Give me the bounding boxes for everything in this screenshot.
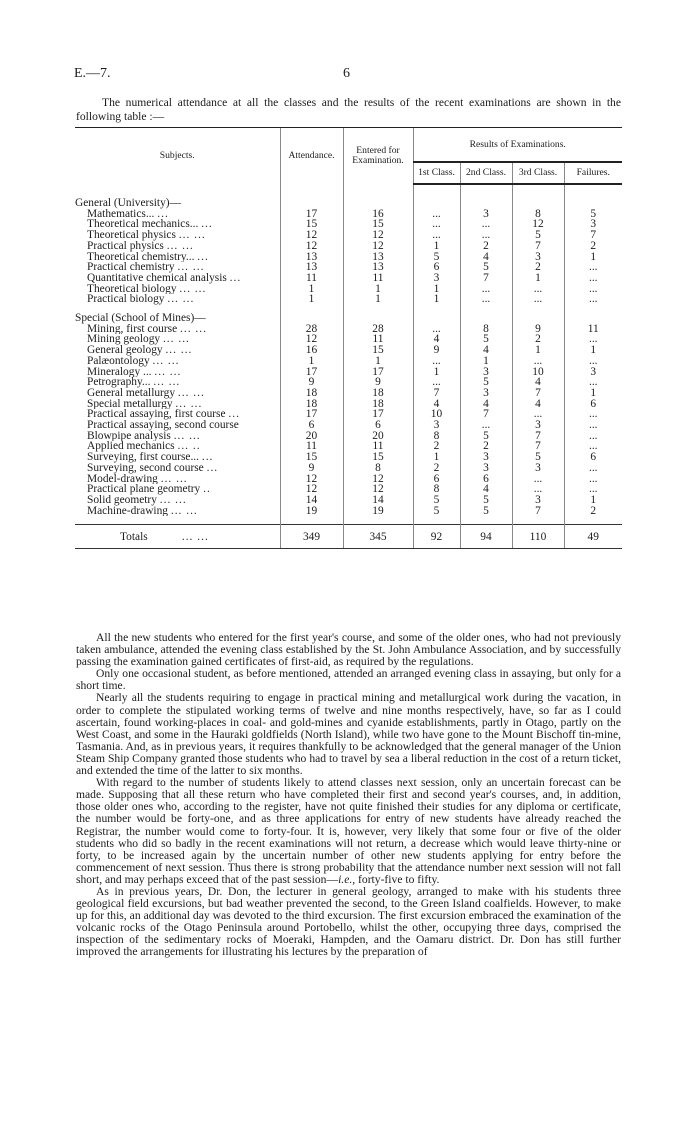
cell-first-class: 1 [413,367,460,378]
header-second-class: 2nd Class. [460,162,512,184]
cell-attendance: 17 [280,367,343,378]
cell-second-class: 5 [460,377,512,388]
cell-third-class: 7 [512,431,564,442]
leader-dots: ... ... [166,240,194,252]
cell-failures: 1 [564,345,622,356]
leader-dots: ... ... [177,387,205,399]
cell-third-class: 3 [512,495,564,506]
cell-failures: ... [564,474,622,485]
cell-first-class: 6 [413,262,460,273]
cell-second-class: 5 [460,431,512,442]
cell-entered: 19 [343,506,413,517]
leader-dots: ... ... [181,530,209,543]
cell-failures: ... [564,334,622,345]
table-row [75,241,622,252]
cell-first-class: ... [413,324,460,335]
cell-first-class: 1 [413,284,460,295]
leader-dots: ... [229,272,242,284]
cell-first-class: 1 [413,241,460,252]
leader-dots: ... [157,208,169,220]
totals-label: Totals [120,530,148,543]
cell-first-class: ... [413,209,460,220]
cell-attendance: 15 [280,219,343,230]
results-table [75,127,622,549]
cell-second-class: 7 [460,273,512,284]
totals-row [75,525,622,549]
cell-failures: 6 [564,452,622,463]
cell-entered: 15 [343,452,413,463]
cell-second-class: 5 [460,262,512,273]
cell-second-class: 3 [460,463,512,474]
cell-first-class: 3 [413,420,460,431]
leader-dots: ... ... [167,294,195,306]
leader-dots: ... ... [153,377,181,388]
cell-second-class: 5 [460,506,512,517]
row-subject: Practical plane geometry [87,484,201,495]
row-subject: General geology [87,345,163,356]
paragraph-vacation-work: Nearly all the students requiring to engage in practical mining and metallurgical work during the vacation, in order to complete the stipulated working terms of twelve and nine months respectively, have, so far as I could ascertain, found working-places in coal- and gold-mines and cyanide establishments, partly in Otago, partly on the West Coast, and some in the Hauraki goldfields (North Island), while two have gone to the Mount Bischoff tin-mine, Tasmania. And, as in previous years, it requires thankfully to be acknowledged that the general manager of the Union Steam Ship Company granted those students who had to travel by sea a liberal reduction in the cost of a return ticket, and extended the time of the latter to six months. [76,691,621,778]
cell-entered: 12 [343,484,413,495]
cell-second-class: 2 [460,241,512,252]
leader-dots: ... ... [177,262,205,273]
cell-third-class: 9 [512,324,564,335]
leader-dots: ... ... [152,355,180,367]
cell-third-class: 3 [512,463,564,474]
row-subject: Special metallurgy [87,398,173,410]
cell-first-class: 5 [413,506,460,517]
page-header [74,66,634,82]
total-first-class: 92 [413,525,460,549]
cell-attendance: 1 [280,284,343,295]
cell-entered: 11 [343,273,413,284]
page-number: 6 [343,66,350,81]
row-subject: Model-drawing [87,473,158,485]
total-failures: 49 [564,525,622,549]
row-subject: Mathematics... [87,208,155,220]
cell-entered: 13 [343,252,413,263]
cell-third-class: ... [512,284,564,295]
cell-attendance: 12 [280,241,343,252]
row-subject: Theoretical mechanics... [87,219,199,231]
row-subject: Theoretical chemistry... [87,251,195,263]
cell-third-class: 3 [512,420,564,431]
table-row [75,294,622,305]
cell-second-class: 3 [460,367,512,378]
cell-first-class: ... [413,230,460,241]
cell-third-class: ... [512,409,564,420]
leader-dots: ... [197,251,209,263]
cell-third-class: 4 [512,377,564,388]
total-second-class: 94 [460,525,512,549]
cell-failures: ... [564,273,622,284]
cell-first-class: 1 [413,294,460,305]
cell-third-class: 8 [512,209,564,220]
cell-attendance: 18 [280,399,343,410]
cell-third-class: 4 [512,399,564,410]
cell-attendance: 1 [280,294,343,305]
header-failures: Failures. [564,162,622,184]
cell-first-class: 1 [413,452,460,463]
cell-first-class: 2 [413,441,460,452]
row-subject: Palæontology [87,355,150,367]
cell-failures: ... [564,463,622,474]
cell-attendance: 16 [280,345,343,356]
cell-failures: ... [564,294,622,305]
cell-failures: 6 [564,399,622,410]
cell-third-class: 7 [512,388,564,399]
cell-entered: 17 [343,409,413,420]
intro-paragraph: The numerical attendance at all the classes and the results of the recent examinations are shown in the following table :— [76,96,621,123]
cell-second-class: 6 [460,474,512,485]
row-subject: Mineralogy ... [87,366,152,378]
cell-first-class: 7 [413,388,460,399]
cell-attendance: 1 [280,356,343,367]
table-row [75,356,622,367]
group-heading-special: Special (School of Mines)— [75,313,206,324]
header-entered: Entered for Examination. [343,128,413,184]
cell-failures: 1 [564,495,622,506]
row-subject: Practical physics [87,240,164,252]
cell-first-class: 8 [413,431,460,442]
paragraph-occasional-student: Only one occasional student, as before mentioned, attended an arranged evening class in assaying, but only for a short time. [76,667,621,693]
total-third-class: 110 [512,525,564,549]
cell-third-class: 2 [512,334,564,345]
table-row [75,463,622,474]
cell-failures: ... [564,441,622,452]
cell-failures: ... [564,356,622,367]
leader-dots: ... [206,462,219,474]
cell-first-class: ... [413,219,460,230]
row-subject: Blowpipe analysis [87,430,171,442]
leader-dots: ... [228,409,240,421]
table-row [75,506,622,517]
cell-attendance: 28 [280,324,343,335]
cell-first-class: ... [413,356,460,367]
leader-dots: ... ... [173,430,201,442]
cell-attendance: 11 [280,273,343,284]
cell-first-class: 4 [413,399,460,410]
cell-entered: 12 [343,230,413,241]
cell-second-class: 3 [460,388,512,399]
leader-dots: ... ... [165,345,193,356]
leader-dots: ... [201,452,214,463]
cell-failures: ... [564,409,622,420]
table-body [75,184,622,525]
row-subject: Theoretical biology [87,283,177,295]
cell-attendance: 12 [280,230,343,241]
cell-attendance: 9 [280,377,343,388]
cell-second-class: 4 [460,399,512,410]
cell-entered: 12 [343,241,413,252]
cell-third-class: 7 [512,506,564,517]
cell-failures: ... [564,284,622,295]
paragraph-ambulance: All the new students who entered for the first year's course, and some of the older ones, who had not previously taken ambulance, attended the evening class established by the St. John Ambulance Association, and by successfully passing the examination gained certificates of first-aid, as required by the regulations. [76,631,621,669]
row-subject: Practical assaying, first course [87,409,226,421]
cell-entered: 11 [343,334,413,345]
document-reference: E.—7. [74,66,111,81]
cell-attendance: 11 [280,441,343,452]
row-subject: Practical assaying, second course [87,420,239,431]
cell-entered: 11 [343,441,413,452]
cell-failures: 3 [564,219,622,230]
cell-failures: 7 [564,230,622,241]
cell-second-class: 4 [460,345,512,356]
cell-second-class: 4 [460,252,512,263]
cell-entered: 15 [343,345,413,356]
header-subjects: Subjects. [159,150,195,161]
cell-failures: ... [564,262,622,273]
cell-first-class: 2 [413,463,460,474]
cell-second-class: 3 [460,209,512,220]
cell-second-class: ... [460,284,512,295]
cell-entered: 28 [343,324,413,335]
paragraph-next-session [76,777,621,886]
cell-entered: 18 [343,388,413,399]
total-entered: 345 [343,525,413,549]
cell-attendance: 17 [280,209,343,220]
cell-first-class: 5 [413,495,460,506]
row-subject: Surveying, second course [87,462,204,474]
cell-third-class: 12 [512,219,564,230]
cell-attendance: 18 [280,388,343,399]
cell-entered: 13 [343,262,413,273]
cell-entered: 6 [343,420,413,431]
group-heading-general: General (University)— [75,198,181,209]
row-subject: Mining, first course [87,323,178,335]
body-text [76,632,621,959]
cell-third-class: 5 [512,230,564,241]
cell-entered: 16 [343,209,413,220]
cell-third-class: 3 [512,252,564,263]
row-subject: Solid geometry [87,494,157,506]
cell-second-class: 3 [460,452,512,463]
leader-dots: ... ... [160,473,188,485]
cell-second-class: 4 [460,484,512,495]
cell-second-class: 5 [460,334,512,345]
cell-failures: 1 [564,388,622,399]
cell-first-class: 8 [413,484,460,495]
cell-failures: ... [564,484,622,495]
cell-third-class: ... [512,484,564,495]
cell-second-class: 1 [460,356,512,367]
cell-attendance: 13 [280,252,343,263]
cell-second-class: 7 [460,409,512,420]
leader-dots: ... ... [154,366,182,378]
cell-second-class: ... [460,420,512,431]
cell-third-class: 7 [512,241,564,252]
cell-second-class: ... [460,219,512,230]
cell-second-class: 2 [460,441,512,452]
cell-third-class: ... [512,356,564,367]
paragraph-next-session-text: With regard to the number of students likely to attend classes next session, only an uncertain forecast can be made. Supposing that all these return who have completed their first and second year's courses, and, in addition, those older ones who, according to the register, have not quite finished their studies for any diploma or certificate, the number would be forty-one, and as three applications for entry of new students have already reached the Registrar, the number would come to forty-four. It is, however, very likely that some four or five of the older students who did so badly in the recent examinations will not return, a decrease which would leave thirty-nine or forty, to be increased again by the uncertain number of other new students applying for entry before the commencement of next session. Thus there is strong probability that the attendance number next session will not fall short, and may perhaps exceed that of the past session— [76,776,621,886]
cell-second-class: 8 [460,324,512,335]
cell-first-class: 4 [413,334,460,345]
header-third-class: 3rd Class. [512,162,564,184]
cell-entered: 1 [343,284,413,295]
ie-abbreviation: i.e., [338,872,356,886]
cell-attendance: 9 [280,463,343,474]
cell-attendance: 12 [280,484,343,495]
cell-failures: 11 [564,324,622,335]
cell-failures: ... [564,420,622,431]
cell-second-class: ... [460,294,512,305]
cell-failures: 2 [564,506,622,517]
row-subject: Surveying, first course... [87,452,199,463]
cell-attendance: 19 [280,506,343,517]
cell-third-class: 5 [512,452,564,463]
cell-third-class: ... [512,474,564,485]
leader-dots: .. [203,484,211,495]
leader-dots: ... ... [178,230,206,241]
cell-entered: 1 [343,356,413,367]
cell-failures: ... [564,377,622,388]
cell-attendance: 12 [280,474,343,485]
cell-failures: 5 [564,209,622,220]
cell-attendance: 13 [280,262,343,273]
cell-entered: 12 [343,474,413,485]
cell-third-class: 7 [512,441,564,452]
row-subject: Machine-drawing [87,505,168,517]
leader-dots: ... ... [175,398,203,410]
row-subject: Petrography... [87,377,151,388]
cell-first-class: 5 [413,252,460,263]
cell-entered: 1 [343,294,413,305]
row-subject: Mining geology [87,334,161,346]
leader-dots: ... ... [162,334,190,346]
row-subject: Practical biology [87,294,165,306]
cell-attendance: 14 [280,495,343,506]
cell-third-class: 10 [512,367,564,378]
cell-first-class: 9 [413,345,460,356]
paragraph-field-excursions: As in previous years, Dr. Don, the lecturer in general geology, arranged to make with his students three geological field excursions, but bad weather prevented the second, to the Green Island coalfields. However, to make up for this, an additional day was devoted to the third excursion. The first excursion embraced the examination of the volcanic rocks of the Otago Peninsula around Portobello, whilst the other, occupying three days, comprised the inspection of the sedimentary rocks of Moeraki, Hampden, and the Oamaru district. Dr. Don has still further improved the arrangements for illustrating his lectures by the preparation of [76,884,621,959]
cell-second-class: 5 [460,495,512,506]
cell-attendance: 15 [280,452,343,463]
cell-entered: 18 [343,399,413,410]
total-attendance: 349 [280,525,343,549]
cell-third-class: 2 [512,262,564,273]
leader-dots: ... ... [180,323,207,335]
cell-entered: 17 [343,367,413,378]
leader-dots: ... [201,219,213,231]
cell-entered: 15 [343,219,413,230]
cell-entered: 9 [343,377,413,388]
row-subject: Theoretical physics [87,230,176,241]
row-subject: General metallurgy [87,387,176,399]
cell-third-class: 1 [512,273,564,284]
header-attendance: Attendance. [280,128,343,184]
cell-attendance: 6 [280,420,343,431]
header-results: Results of Examinations. [413,128,622,162]
cell-second-class: ... [460,230,512,241]
cell-failures: 1 [564,252,622,263]
cell-first-class: 3 [413,273,460,284]
row-subject: Practical chemistry [87,262,175,273]
leader-dots: ... ... [159,494,187,506]
cell-first-class: ... [413,377,460,388]
cell-failures: ... [564,431,622,442]
cell-third-class: 1 [512,345,564,356]
cell-entered: 8 [343,463,413,474]
cell-first-class: 10 [413,409,460,420]
header-first-class: 1st Class. [413,162,460,184]
leader-dots: ... ... [170,505,198,517]
cell-third-class: ... [512,294,564,305]
row-subject: Quantitative chemical analysis [87,272,227,284]
cell-attendance: 20 [280,431,343,442]
cell-attendance: 17 [280,409,343,420]
leader-dots: ... ... [179,283,207,295]
leader-dots: ... .. [177,441,201,453]
cell-first-class: 6 [413,474,460,485]
paragraph-next-session-tail: forty-five to fifty. [355,872,440,886]
cell-failures: 2 [564,241,622,252]
cell-entered: 20 [343,431,413,442]
cell-entered: 14 [343,495,413,506]
cell-attendance: 12 [280,334,343,345]
row-subject: Applied mechanics [87,441,175,453]
cell-failures: 3 [564,367,622,378]
